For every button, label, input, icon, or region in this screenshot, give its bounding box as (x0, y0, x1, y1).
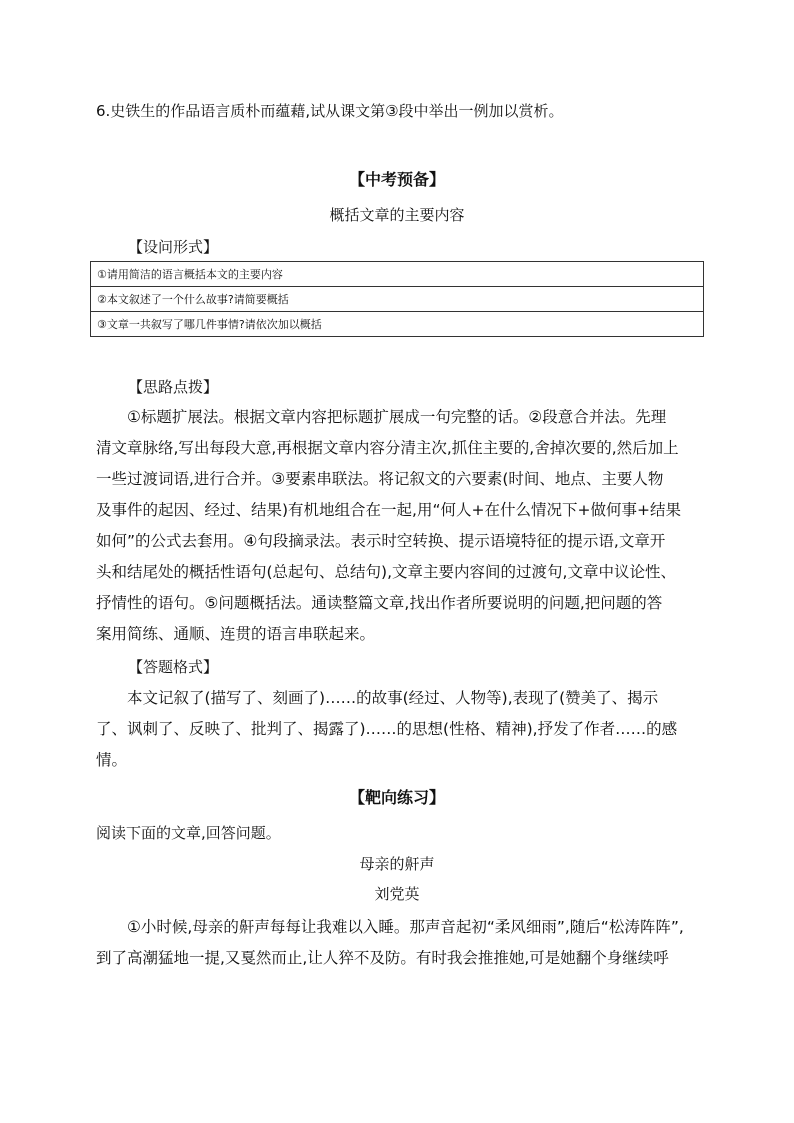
text-line: 一些过渡词语,进行合并。③要素串联法。将记叙文的六要素(时间、地点、主要人物 (96, 470, 664, 488)
text-line: 抒情性的语句。⑤问题概括法。通读整篇文章,找出作者所要说明的问题,把问题的答 (96, 594, 663, 612)
answer-format-paragraph (96, 683, 696, 776)
text-line: 如何”的公式去套用。④句段摘录法。表示时空转换、提示语境特征的提示语,文章开 (96, 532, 666, 550)
article-author: 刘党英 (374, 885, 420, 903)
text-line: 情。 (96, 751, 128, 769)
question-forms-table (90, 261, 704, 337)
text-line: 清文章脉络,写出每段大意,再根据文章内容分清主次,抓住主要的,舍掉次要的,然后加上 (96, 439, 679, 457)
text-line: 到了高潮猛地一提,又戛然而止,让人猝不及防。有时我会推推她,可是她翻个身继续呼 (96, 949, 669, 967)
practice-heading: 【靶向练习】 (348, 788, 445, 807)
table-row (91, 287, 704, 312)
table-cell: ①请用简洁的语言概括本文的主要内容 (91, 262, 704, 287)
table-cell: ②本文叙述了一个什么故事?请简要概括 (91, 287, 704, 312)
thinking-label: 【思路点拨】 (128, 378, 219, 396)
article-paragraph (96, 912, 696, 974)
exam-prep-heading: 【中考预备】 (348, 170, 445, 189)
thinking-paragraph (96, 402, 696, 650)
text-line: 头和结尾处的概括性语句(总起句、总结句),文章主要内容间的过渡句,文章中议论性、 (96, 563, 676, 581)
exam-prep-subtitle: 概括文章的主要内容 (329, 206, 465, 224)
text-line: 本文记叙了(描写了、刻画了)……的故事(经过、人物等),表现了(赞美了、揭示 (127, 689, 659, 707)
table-row (91, 312, 704, 337)
text-line: ①小时候,母亲的鼾声每每让我难以入睡。那声音起初“柔风细雨”,随后“松涛阵阵”, (127, 918, 684, 936)
answer-format-label: 【答题格式】 (128, 658, 219, 676)
article-title: 母亲的鼾声 (359, 855, 435, 873)
text-line: 及事件的起因、经过、结果)有机地组合在一起,用“何人+在什么情况下+做何事+结果 (96, 501, 681, 519)
table-row (91, 262, 704, 287)
question-6: 6.史铁生的作品语言质朴而蕴藉,试从课文第③段中举出一例加以赏析。 (96, 102, 564, 120)
table-cell: ③文章一共叙写了哪几件事情?请依次加以概括 (91, 312, 704, 337)
text-line: 了、讽刺了、反映了、批判了、揭露了)……的思想(性格、精神),抒发了作者……的感 (96, 720, 678, 738)
practice-instruction: 阅读下面的文章,回答问题。 (96, 824, 281, 842)
question-forms-label: 【设问形式】 (128, 238, 219, 256)
text-line: ①标题扩展法。根据文章内容把标题扩展成一句完整的话。②段意合并法。先理 (127, 408, 667, 426)
text-line: 案用简练、通顺、连贯的语言串联起来。 (96, 625, 376, 643)
